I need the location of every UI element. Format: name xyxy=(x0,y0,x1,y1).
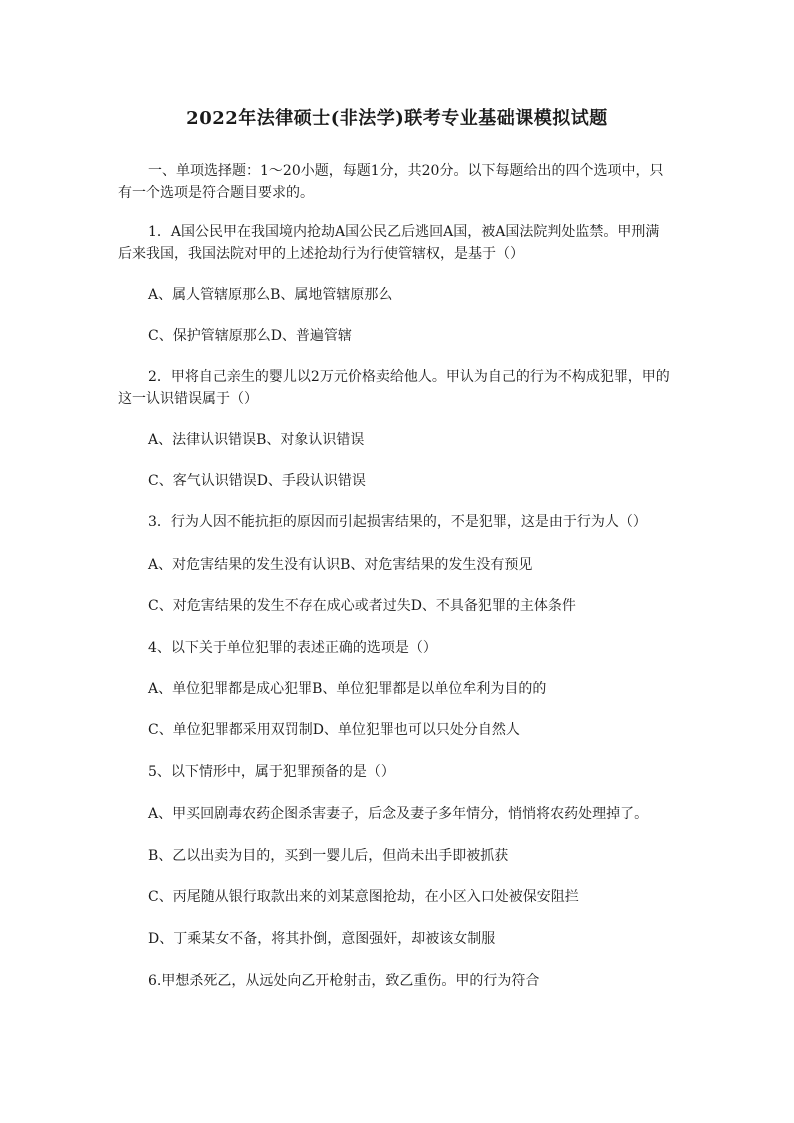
question-5-option-b: B、乙以出卖为目的，买到一婴儿后，但尚未出手即被抓获 xyxy=(148,848,509,864)
question-3-stem: 3．行为人因不能抗拒的原因而引起损害结果的，不是犯罪，这是由于行为人（） xyxy=(148,514,647,530)
question-1-stem-line-1: 1．A国公民甲在我国境内抢劫A国公民乙后逃回A国，被A国法院判处监禁。甲刑满 xyxy=(148,224,660,240)
question-2-option-ab: A、法律认识错误B、对象认识错误 xyxy=(148,432,365,448)
question-5-option-a: A、甲买回剧毒农药企图杀害妻子，后念及妻子多年情分，悄悄将农药处理掉了。 xyxy=(148,806,649,822)
question-2-stem-line-1: 2．甲将自己亲生的婴儿以2万元价格卖给他人。甲认为自己的行为不构成犯罪，甲的 xyxy=(148,369,670,385)
question-4-option-cd: C、单位犯罪都采用双罚制D、单位犯罪也可以只处分自然人 xyxy=(148,722,520,738)
document-title: 2022年法律硕士(非法学)联考专业基础课模拟试题 xyxy=(186,108,608,129)
question-1-option-ab: A、属人管辖原那么B、属地管辖原那么 xyxy=(148,287,393,303)
question-4-stem: 4、以下关于单位犯罪的表述正确的选项是（） xyxy=(148,640,437,656)
question-5-option-c: C、丙尾随从银行取款出来的刘某意图抢劫，在小区入口处被保安阻拦 xyxy=(148,889,579,905)
question-2-option-cd: C、客气认识错误D、手段认识错误 xyxy=(148,473,366,489)
question-5-option-d: D、丁乘某女不备，将其扑倒，意图强奸，却被该女制服 xyxy=(148,931,496,947)
question-1-stem-line-2: 后来我国，我国法院对甲的上述抢劫行为行使管辖权，是基于（） xyxy=(118,246,524,262)
question-2-stem-line-2: 这一认识错误属于（） xyxy=(118,391,258,407)
question-3-option-ab: A、对危害结果的发生没有认识B、对危害结果的发生没有预见 xyxy=(148,557,533,573)
question-4-option-ab: A、单位犯罪都是成心犯罪B、单位犯罪都是以单位牟利为目的的 xyxy=(148,681,547,697)
question-1-option-cd: C、保护管辖原那么D、普遍管辖 xyxy=(148,328,352,344)
question-3-option-cd: C、对危害结果的发生不存在成心或者过失D、不具备犯罪的主体条件 xyxy=(148,598,576,614)
section-intro-line-2: 有一个选项是符合题目要求的。 xyxy=(118,185,314,201)
question-5-stem: 5、以下情形中，属于犯罪预备的是（） xyxy=(148,764,395,780)
section-intro-line-1: 一、单项选择题：1～20小题，每题1分，共20分。以下每题给出的四个选项中，只 xyxy=(148,163,664,179)
question-6-stem: 6.甲想杀死乙，从远处向乙开枪射击，致乙重伤。甲的行为符合 xyxy=(148,973,540,989)
